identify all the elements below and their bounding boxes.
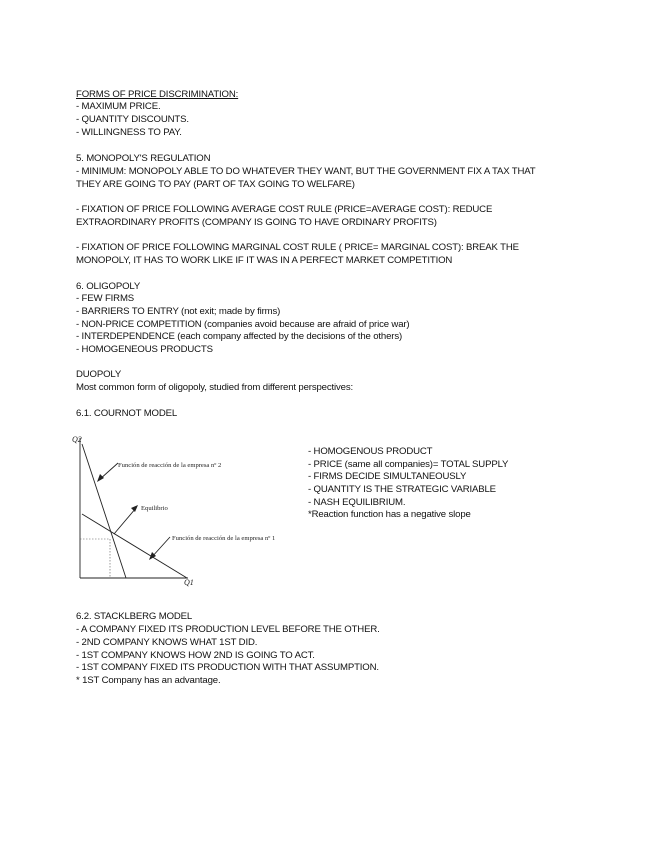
list-item: - FEW FIRMS	[76, 293, 135, 304]
list-item: - A COMPANY FIXED ITS PRODUCTION LEVEL BEFORE THE OTHER.	[76, 624, 380, 635]
list-item: - HOMOGENOUS PRODUCT	[308, 446, 433, 457]
list-item: - 1ST COMPANY KNOWS HOW 2ND IS GOING TO ACT.	[76, 650, 315, 661]
duopoly-text: Most common form of oligopoly, studied from different perspectives:	[76, 382, 353, 393]
paragraph-line: MONOPOLY, IT HAS TO WORK LIKE IF IT WAS IN A PERFECT MARKET COMPETITION	[76, 255, 453, 266]
list-item: - PRICE (same all companies)= TOTAL SUPPLY	[308, 459, 509, 470]
list-item: * 1ST Company has an advantage.	[76, 675, 221, 686]
list-item: *Reaction function has a negative slope	[308, 509, 471, 520]
arrowhead-icon	[97, 474, 104, 482]
label-firm2: Función de reacción de la empresa nº 2	[118, 462, 222, 469]
duopoly-title: DUOPOLY	[76, 369, 122, 380]
stackelberg-title: 6.2. STACKLBERG MODEL	[76, 611, 193, 622]
paragraph-line: THEY ARE GOING TO PAY (PART OF TAX GOING TO WELFARE)	[76, 179, 355, 190]
list-item: - 2ND COMPANY KNOWS WHAT 1ST DID.	[76, 637, 258, 648]
label-equilibrium: Equilibrio	[141, 505, 168, 512]
list-item: - WILLINGNESS TO PAY.	[76, 127, 182, 138]
paragraph-line: - FIXATION OF PRICE FOLLOWING MARGINAL COST RULE ( PRICE= MARGINAL COST): BREAK THE	[76, 242, 519, 253]
reaction-line-firm1	[82, 514, 187, 578]
cournot-reaction-graph	[68, 430, 308, 590]
monopoly-title: 5. MONOPOLY'S REGULATION	[76, 153, 211, 164]
oligopoly-title: 6. OLIGOPOLY	[76, 281, 141, 292]
list-item: - 1ST COMPANY FIXED ITS PRODUCTION WITH THAT ASSUMPTION.	[76, 662, 379, 673]
list-item: - BARRIERS TO ENTRY (not exit; made by firms)	[76, 306, 281, 317]
label-firm1: Función de reacción de la empresa nº 1	[172, 535, 276, 542]
y-axis-label: Q2	[72, 435, 82, 444]
cournot-title: 6.1. COURNOT MODEL	[76, 408, 178, 419]
paragraph-line: - FIXATION OF PRICE FOLLOWING AVERAGE COST RULE (PRICE=AVERAGE COST): REDUCE	[76, 204, 493, 215]
x-axis-label: Q1	[184, 578, 194, 587]
list-item: - NASH EQUILIBRIUM.	[308, 497, 406, 508]
list-item: - MAXIMUM PRICE.	[76, 101, 161, 112]
paragraph-line: - MINIMUM: MONOPOLY ABLE TO DO WHATEVER THEY WANT, BUT THE GOVERNMENT FIX A TAX THAT	[76, 166, 536, 177]
forms-title: FORMS OF PRICE DISCRIMINATION:	[76, 89, 239, 100]
list-item: - FIRMS DECIDE SIMULTANEOUSLY	[308, 471, 467, 482]
list-item: - NON-PRICE COMPETITION (companies avoid because are afraid of price war)	[76, 319, 410, 330]
list-item: - HOMOGENEOUS PRODUCTS	[76, 344, 213, 355]
arrowhead-icon	[131, 505, 138, 512]
list-item: - QUANTITY IS THE STRATEGIC VARIABLE	[308, 484, 496, 495]
list-item: - INTERDEPENDENCE (each company affected by the decisions of the others)	[76, 331, 403, 342]
arrow-equilibrium	[114, 508, 136, 534]
list-item: - QUANTITY DISCOUNTS.	[76, 114, 189, 125]
paragraph-line: EXTRAORDINARY PROFITS (COMPANY IS GOING TO HAVE ORDINARY PROFITS)	[76, 217, 437, 228]
